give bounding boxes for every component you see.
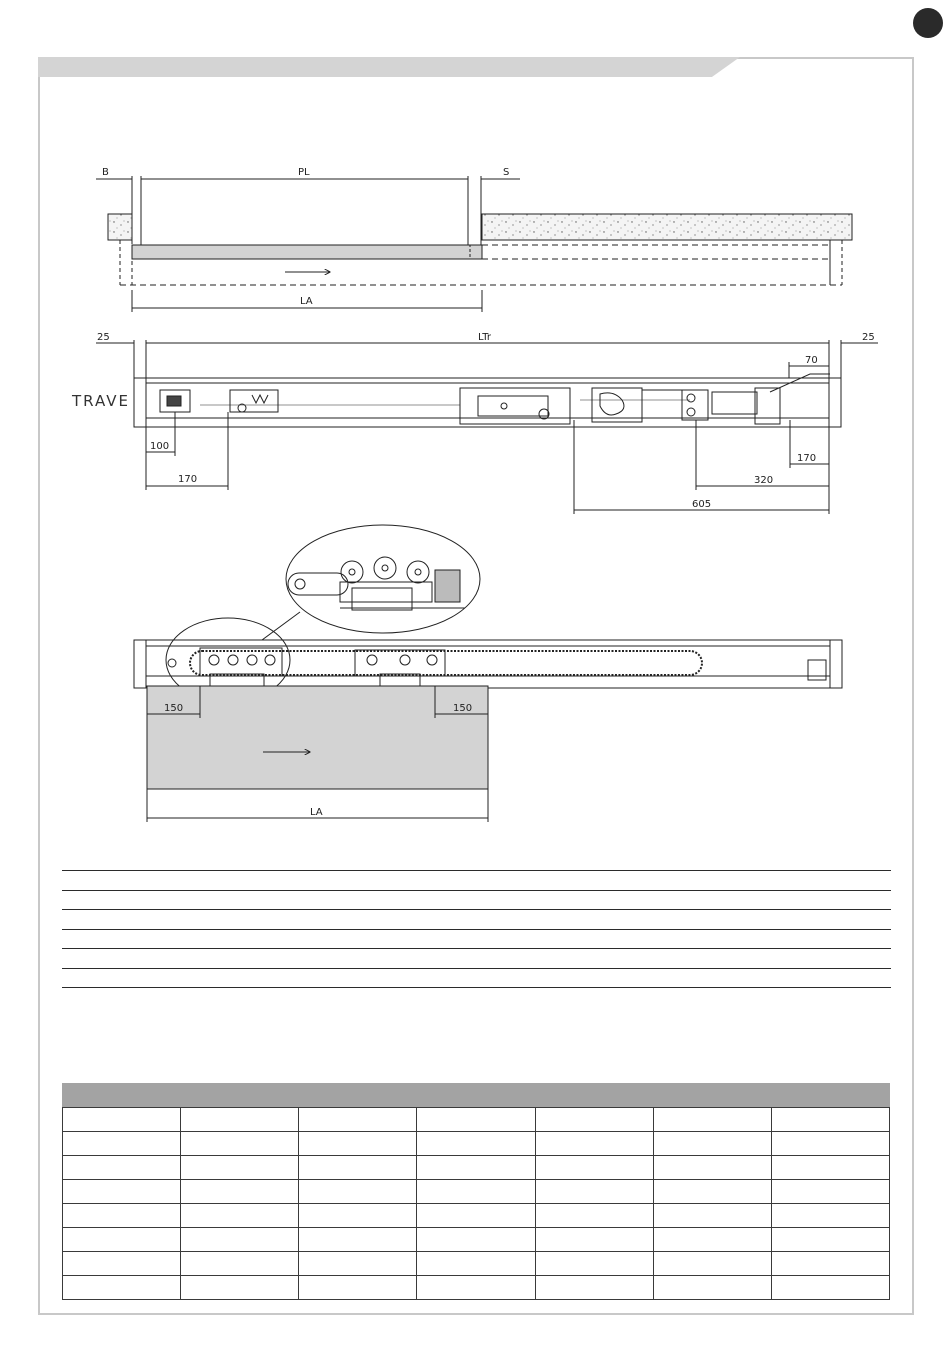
table-cell xyxy=(181,1180,299,1204)
table-cell xyxy=(771,1180,889,1204)
table-cell xyxy=(299,1252,417,1276)
rule-line xyxy=(62,968,891,969)
table-cell xyxy=(535,1156,653,1180)
drive-belt xyxy=(190,651,702,675)
table-cell xyxy=(771,1276,889,1300)
table-cell xyxy=(417,1108,535,1132)
dim-170-right: 170 xyxy=(797,453,817,464)
table-cell xyxy=(653,1228,771,1252)
lock-unit xyxy=(230,390,278,412)
table-cell xyxy=(299,1108,417,1132)
dim-150-right: 150 xyxy=(453,703,473,714)
table-cell xyxy=(181,1252,299,1276)
table-cell xyxy=(653,1156,771,1180)
table-cell xyxy=(653,1132,771,1156)
table-cell xyxy=(299,1156,417,1180)
rule-line xyxy=(62,890,891,891)
table-cell xyxy=(181,1276,299,1300)
table-cell xyxy=(535,1252,653,1276)
carriage-mid xyxy=(460,388,570,424)
table-cell xyxy=(181,1228,299,1252)
table-cell xyxy=(653,1180,771,1204)
dim-170-left: 170 xyxy=(178,474,198,485)
table-cell xyxy=(299,1204,417,1228)
table-cell xyxy=(181,1108,299,1132)
trave-label: TRAVE xyxy=(72,392,131,410)
spec-table xyxy=(62,1107,890,1300)
dim-label-la-top: LA xyxy=(300,296,313,307)
beam-profile xyxy=(134,378,841,427)
dim-label-b: B xyxy=(102,167,109,178)
table-cell xyxy=(771,1108,889,1132)
dim-100: 100 xyxy=(150,441,170,452)
dim-25-left: 25 xyxy=(97,332,110,343)
table-cell xyxy=(63,1276,181,1300)
rule-line xyxy=(62,929,891,930)
dim-70: 70 xyxy=(805,355,818,366)
trave-diagram xyxy=(96,340,878,514)
wall-left xyxy=(108,214,132,240)
table-cell xyxy=(653,1276,771,1300)
table-cell xyxy=(653,1204,771,1228)
dim-ltr: LTr xyxy=(478,332,491,343)
table-cell xyxy=(417,1132,535,1156)
carriage-left xyxy=(200,648,282,676)
wall-right xyxy=(482,214,852,240)
table-cell xyxy=(299,1228,417,1252)
rule-line xyxy=(62,948,891,949)
table-cell xyxy=(181,1132,299,1156)
table-cell xyxy=(771,1132,889,1156)
rule-line xyxy=(62,987,891,988)
table-cell xyxy=(63,1204,181,1228)
table-row xyxy=(63,1180,890,1204)
motor xyxy=(642,390,682,418)
table-row xyxy=(63,1108,890,1132)
dim-label-s: S xyxy=(503,167,510,178)
table-cell xyxy=(63,1180,181,1204)
table-row xyxy=(63,1204,890,1228)
table-cell xyxy=(181,1204,299,1228)
track-beam xyxy=(134,640,842,688)
table-cell xyxy=(299,1132,417,1156)
table-row xyxy=(63,1228,890,1252)
table-cell xyxy=(653,1252,771,1276)
table-cell xyxy=(63,1132,181,1156)
table-cell xyxy=(771,1204,889,1228)
table-cell xyxy=(653,1108,771,1132)
table-cell xyxy=(181,1156,299,1180)
table-row xyxy=(63,1252,890,1276)
table-cell xyxy=(417,1276,535,1300)
table-cell xyxy=(535,1276,653,1300)
dim-25-right: 25 xyxy=(862,332,875,343)
table-cell xyxy=(535,1132,653,1156)
rule-line xyxy=(62,870,891,871)
dim-la-bottom: LA xyxy=(310,807,323,818)
table-row xyxy=(63,1156,890,1180)
table-cell xyxy=(299,1276,417,1300)
table-cell xyxy=(417,1180,535,1204)
table-header-band xyxy=(62,1083,890,1107)
track-diagram xyxy=(134,525,842,822)
table-row xyxy=(63,1132,890,1156)
table-cell xyxy=(417,1252,535,1276)
table-cell xyxy=(63,1156,181,1180)
table-cell xyxy=(535,1180,653,1204)
dim-label-pl: PL xyxy=(298,167,310,178)
door-leaf xyxy=(132,245,482,259)
table-cell xyxy=(417,1156,535,1180)
dim-320: 320 xyxy=(754,475,774,486)
table-cell xyxy=(771,1252,889,1276)
table-row xyxy=(63,1276,890,1300)
top-diagram xyxy=(96,176,852,312)
table-cell xyxy=(63,1252,181,1276)
table-cell xyxy=(417,1228,535,1252)
table-cell xyxy=(63,1108,181,1132)
rule-line xyxy=(62,909,891,910)
table-cell xyxy=(771,1228,889,1252)
table-cell xyxy=(535,1228,653,1252)
control-unit xyxy=(712,392,757,414)
table-cell xyxy=(771,1156,889,1180)
table-cell xyxy=(299,1180,417,1204)
door-leaf-bottom xyxy=(147,686,488,789)
dim-150-left: 150 xyxy=(164,703,184,714)
dim-605: 605 xyxy=(692,499,712,510)
table-cell xyxy=(417,1204,535,1228)
table-cell xyxy=(63,1228,181,1252)
table-cell xyxy=(535,1108,653,1132)
table-cell xyxy=(535,1204,653,1228)
